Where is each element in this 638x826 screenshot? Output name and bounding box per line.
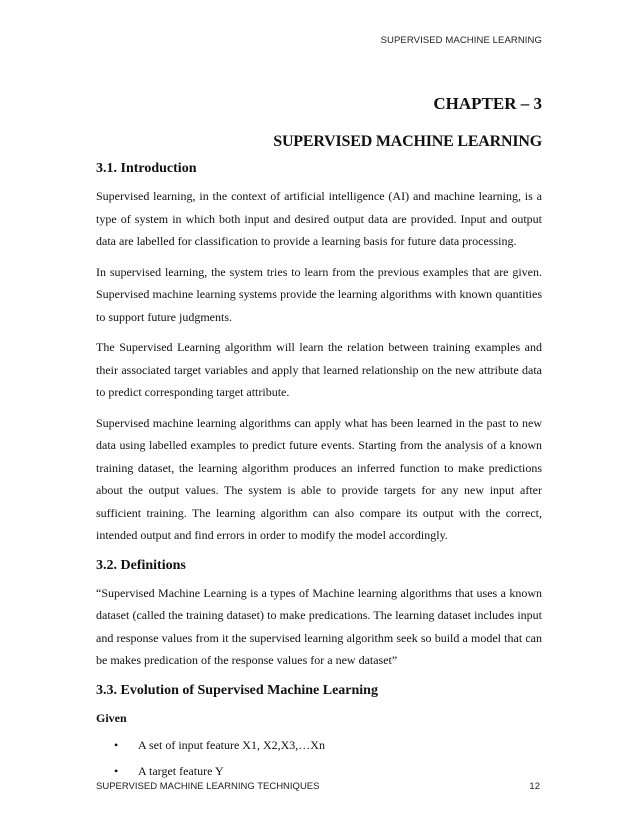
section-evolution xyxy=(96,680,542,785)
paragraph: In supervised learning, the system tries to learn from the previous examples that are given. Supervised machine learning systems provide the learning algorithms with known quantities to support future judgments. xyxy=(96,264,542,324)
list-item-text: A target feature Y xyxy=(138,764,224,778)
paragraph: Supervised machine learning algorithms can apply what has been learned in the past to new data using labelled examples to predict future events. Starting from the analysis of a known training dataset, the learning algorithm produces an inferred function to make predictions about the output values. The system is able to provide targets for any new input after sufficient training. The learning algorithm can also compare its output with the correct, intended output and find errors in order to modify the model accordingly. xyxy=(96,415,542,542)
section-definitions xyxy=(96,555,542,672)
list-item-text: A set of input feature X1, X2,X3,…Xn xyxy=(138,738,325,752)
section-heading: 3.1. Introduction xyxy=(96,161,197,176)
section-heading: 3.2. Definitions xyxy=(96,557,186,573)
bullet-icon: • xyxy=(114,764,119,778)
paragraph: Supervised learning, in the context of artificial intelligence (AI) and machine learning, is a type of system in which both input and desired output data are provided. Input and output data are labelled for classification to provide a learning basis for future data processing. xyxy=(96,189,542,248)
chapter-title: CHAPTER – 3 xyxy=(433,94,542,113)
section-heading: 3.3. Evolution of Supervised Machine Learning xyxy=(96,682,378,698)
list-item xyxy=(114,732,542,758)
running-header: SUPERVISED MACHINE LEARNING xyxy=(380,35,542,46)
page-content xyxy=(96,158,542,784)
bullet-icon: • xyxy=(114,738,119,752)
paragraph: The Supervised Learning algorithm will learn the relation between training examples and their associated target variables and apply that learned relationship on the new attribute data to predict corresponding target attribute. xyxy=(96,340,542,399)
section-introduction xyxy=(96,158,542,547)
chapter-subtitle: SUPERVISED MACHINE LEARNING xyxy=(273,133,542,150)
bullet-list xyxy=(96,732,542,784)
page-number: 12 xyxy=(529,781,540,792)
running-footer: SUPERVISED MACHINE LEARNING TECHNIQUES xyxy=(96,781,320,792)
definition-quote: “Supervised Machine Learning is a types of Machine learning algorithms that uses a known dataset (called the training dataset) to make predications. The learning dataset includes input and response values from it the supervised learning algorithm seek so build a model that can be makes predication of the response values for a new dataset” xyxy=(96,585,542,667)
given-label: Given xyxy=(96,710,127,725)
